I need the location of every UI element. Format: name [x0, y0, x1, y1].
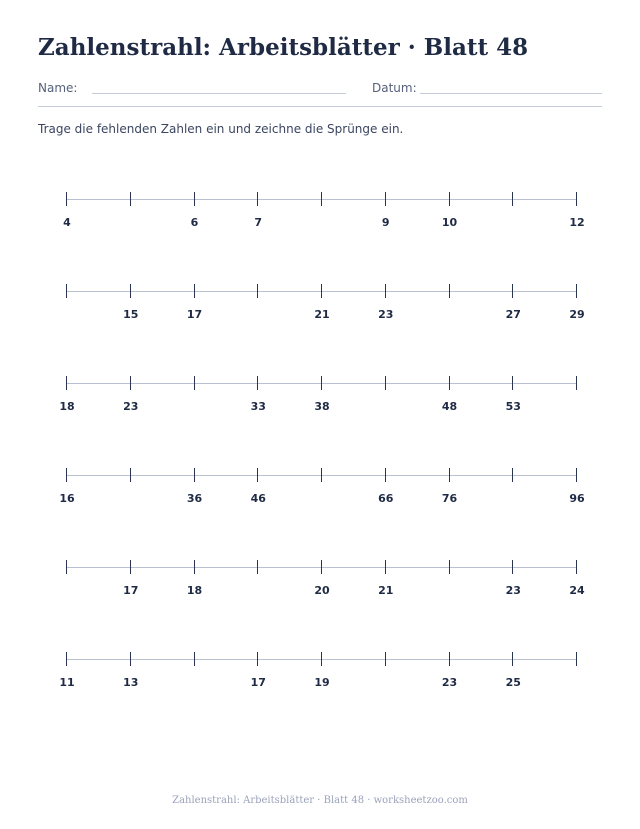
number-line-axis [67, 383, 577, 384]
number-line-label: 18 [186, 584, 203, 597]
number-line-tick [130, 284, 131, 298]
number-line-tick [385, 192, 386, 206]
number-line-axis [67, 291, 577, 292]
number-line-tick [257, 376, 258, 390]
number-line-label: 17 [123, 584, 139, 597]
number-line-label: 9 [381, 216, 390, 229]
number-line-tick [576, 468, 577, 482]
number-line-tick [66, 652, 67, 666]
number-line-tick [130, 560, 131, 574]
number-line-label: 6 [190, 216, 199, 229]
number-line [0, 553, 640, 613]
date-label: Datum: [372, 81, 417, 95]
number-line-tick [321, 284, 322, 298]
number-line-tick [512, 376, 513, 390]
number-line-tick [130, 192, 131, 206]
number-line-tick [385, 468, 386, 482]
number-line-axis [67, 567, 577, 568]
number-line-label: 25 [505, 676, 521, 689]
number-line-tick [194, 468, 195, 482]
number-line-tick [576, 192, 577, 206]
number-line-label: 66 [378, 492, 394, 505]
number-line [0, 369, 640, 429]
number-line-tick [257, 468, 258, 482]
number-line-label: 23 [441, 676, 458, 689]
number-line-label: 23 [378, 308, 394, 321]
number-line-tick [321, 560, 322, 574]
instructions-text: Trage die fehlenden Zahlen ein und zeichne die Sprünge ein. [38, 122, 404, 136]
number-line-label: 12 [569, 216, 585, 229]
number-line-label: 29 [569, 308, 585, 321]
number-line-label: 21 [314, 308, 330, 321]
number-line-tick [512, 284, 513, 298]
number-line-axis [67, 659, 577, 660]
name-label: Name: [38, 81, 78, 95]
number-line-tick [385, 652, 386, 666]
number-line-label: 48 [441, 400, 458, 413]
number-line-label: 27 [505, 308, 521, 321]
number-line-label: 23 [505, 584, 521, 597]
number-line [0, 461, 640, 521]
number-line-tick [194, 284, 195, 298]
number-line-tick [321, 376, 322, 390]
number-line-label: 96 [569, 492, 585, 505]
number-line-label: 23 [123, 400, 139, 413]
number-line-label: 16 [59, 492, 75, 505]
number-line-tick [194, 560, 195, 574]
number-line-tick [576, 652, 577, 666]
number-line-tick [449, 192, 450, 206]
date-field[interactable] [420, 93, 602, 94]
number-line-label: 4 [63, 216, 71, 229]
number-line-tick [257, 560, 258, 574]
number-line-label: 13 [123, 676, 139, 689]
number-line-label: 17 [250, 676, 266, 689]
number-line-tick [194, 652, 195, 666]
number-line-axis [67, 475, 577, 476]
number-line-tick [449, 284, 450, 298]
number-line [0, 277, 640, 337]
number-line-tick [257, 192, 258, 206]
number-line-tick [576, 560, 577, 574]
number-line-label: 46 [250, 492, 266, 505]
number-line-tick [385, 376, 386, 390]
number-line-tick [449, 652, 450, 666]
number-line-tick [385, 560, 386, 574]
number-line-label: 21 [378, 584, 394, 597]
number-line-tick [449, 376, 450, 390]
footer-text: Zahlenstrahl: Arbeitsblätter · Blatt 48 · worksheetzoo.com [172, 795, 468, 806]
number-line-tick [194, 376, 195, 390]
number-line-label: 17 [186, 308, 203, 321]
number-line-tick [66, 284, 67, 298]
number-line-label: 36 [186, 492, 203, 505]
number-line-tick [194, 192, 195, 206]
number-line-tick [66, 192, 67, 206]
number-line-tick [576, 284, 577, 298]
number-line-tick [66, 376, 67, 390]
number-line-axis [67, 199, 577, 200]
number-line-label: 10 [441, 216, 458, 229]
number-line-label: 33 [250, 400, 266, 413]
number-line-tick [449, 560, 450, 574]
number-line-label: 24 [569, 584, 585, 597]
name-field[interactable] [92, 93, 346, 94]
number-line-tick [130, 376, 131, 390]
number-line-label: 7 [254, 216, 263, 229]
number-line [0, 645, 640, 705]
number-line-label: 76 [441, 492, 458, 505]
number-line-tick [321, 192, 322, 206]
number-line-label: 38 [314, 400, 330, 413]
number-line-label: 53 [505, 400, 521, 413]
number-line-tick [130, 652, 131, 666]
number-line-tick [512, 468, 513, 482]
header-divider [38, 106, 602, 107]
number-line-label: 18 [59, 400, 75, 413]
number-line-tick [512, 560, 513, 574]
number-line-tick [66, 560, 67, 574]
number-line-tick [257, 652, 258, 666]
number-line-label: 19 [314, 676, 330, 689]
number-line-tick [576, 376, 577, 390]
number-line-label: 15 [123, 308, 139, 321]
number-line [0, 185, 640, 245]
number-line-tick [66, 468, 67, 482]
number-line-tick [321, 468, 322, 482]
number-line-label: 20 [314, 584, 330, 597]
number-line-tick [257, 284, 258, 298]
number-line-tick [512, 192, 513, 206]
worksheet-title: Zahlenstrahl: Arbeitsblätter · Blatt 48 [38, 34, 529, 61]
number-line-tick [321, 652, 322, 666]
number-line-tick [130, 468, 131, 482]
number-line-tick [385, 284, 386, 298]
number-line-tick [512, 652, 513, 666]
number-line-label: 11 [59, 676, 75, 689]
number-line-tick [449, 468, 450, 482]
